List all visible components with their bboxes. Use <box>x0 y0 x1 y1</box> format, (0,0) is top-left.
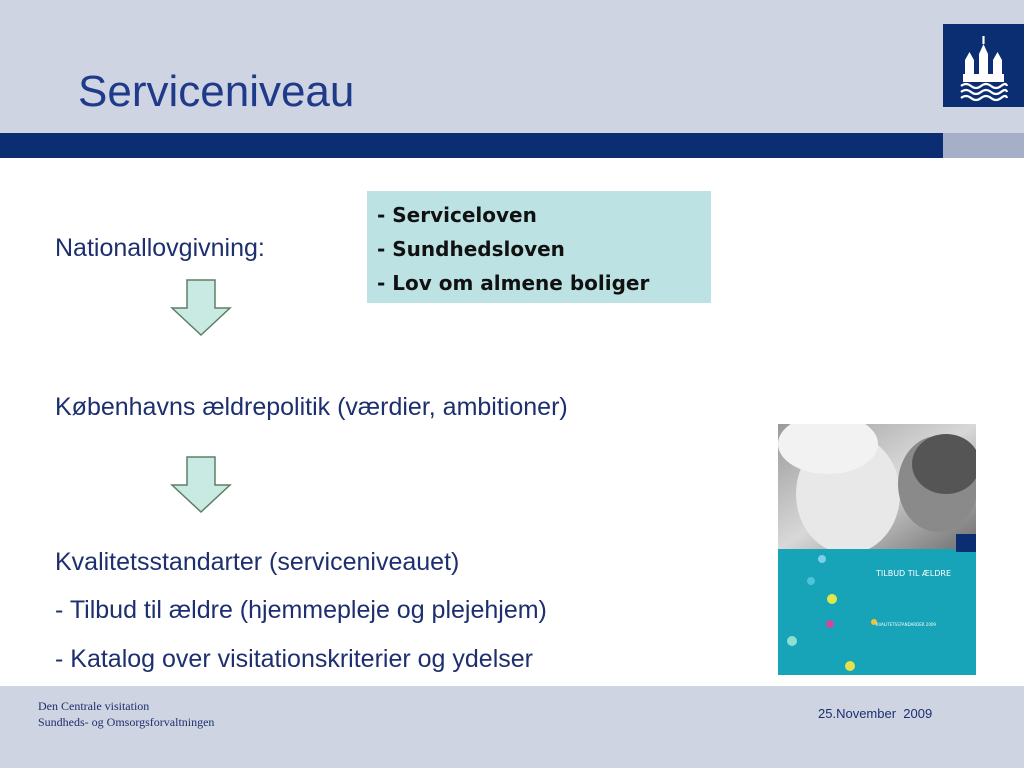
slide-footer <box>0 686 1024 768</box>
down-arrow-icon <box>170 456 232 514</box>
header-band-accent <box>943 133 1024 158</box>
brochure-title: TILBUD TIL ÆLDRE <box>876 569 952 578</box>
slide-header <box>0 0 1024 133</box>
copenhagen-coat-of-arms-icon <box>943 24 1024 107</box>
footer-line: Sundheds- og Omsorgsforvaltningen <box>38 715 215 729</box>
policy-text: Københavns ældrepolitik (værdier, ambitioner) <box>55 393 568 421</box>
law-item: - Serviceloven <box>377 203 537 227</box>
footer-line: Den Centrale visitation <box>38 699 150 713</box>
national-law-label: Nationallovgivning: <box>55 234 265 262</box>
standards-item: - Tilbud til ældre (hjemmepleje og plejehjem) <box>55 596 547 624</box>
brochure-subtitle: KVALITETSSTANDARDER 2009 <box>876 622 936 627</box>
header-band <box>0 133 943 158</box>
law-item: - Sundhedsloven <box>377 237 565 261</box>
down-arrow-icon <box>170 279 232 337</box>
brochure-cover-image <box>778 424 976 675</box>
slide-title: Serviceniveau <box>78 67 355 116</box>
law-item: - Lov om almene boliger <box>377 271 650 295</box>
footer-organization <box>38 698 214 730</box>
standards-text: Kvalitetsstandarter (serviceniveauet) <box>55 548 460 576</box>
footer-date: 25.November 2009 <box>818 706 933 721</box>
standards-item: - Katalog over visitationskriterier og ydelser <box>55 645 533 673</box>
law-list-box <box>367 191 711 303</box>
